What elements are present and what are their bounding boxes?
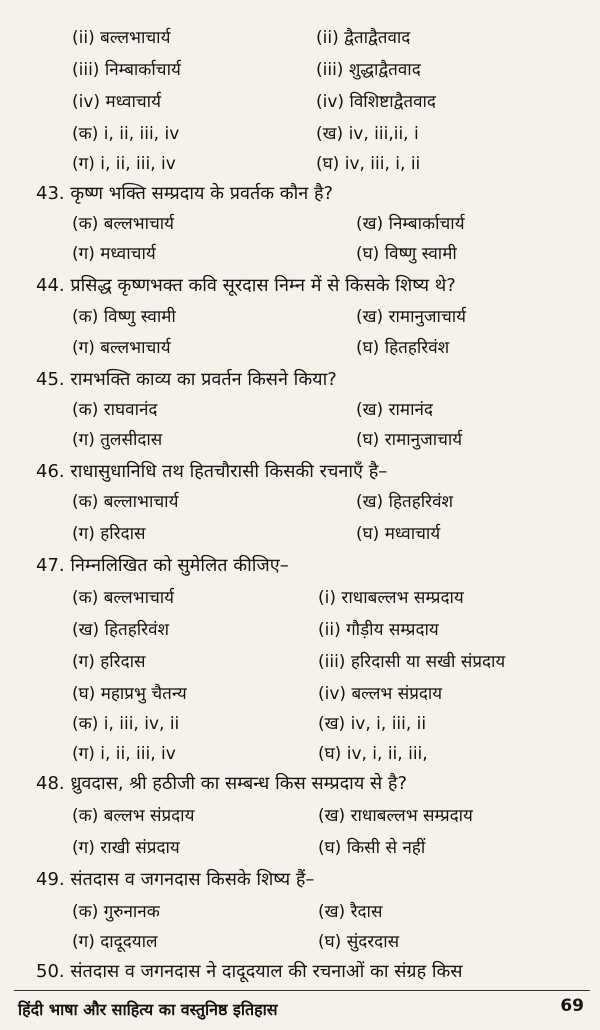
top-left-iii: (iii) निम्बार्काचार्य: [72, 60, 181, 80]
top-left-iv: (iv) मध्वाचार्य: [72, 92, 161, 112]
q43-option-ka: (क) बल्लभाचार्य: [72, 214, 175, 234]
q43-option-ga: (ग) मध्वाचार्य: [72, 244, 156, 264]
q47-option-kha: (ख) iv, i, iii, ii: [318, 714, 427, 734]
top-right-iv: (iv) विशिष्टाद्वैतवाद: [316, 92, 436, 112]
q44-option-ga: (ग) बल्लभाचार्य: [72, 338, 171, 358]
footer-book-title: हिंदी भाषा और साहित्य का वस्तुनिष्ठ इतिहास: [18, 1000, 278, 1019]
q47-right-iv: (iv) बल्लभ संप्रदाय: [318, 684, 443, 704]
question-50: 50. संतदास व जगनदास ने दादूदयाल की रचनाओं का संग्रह किस: [36, 961, 463, 982]
q45-option-ka: (क) राघवानंद: [72, 400, 158, 420]
top-left-ii: (ii) बल्लभाचार्य: [72, 28, 171, 48]
q46-option-ka: (क) बल्लाभाचार्य: [72, 492, 179, 512]
q48-option-ka: (क) बल्लभ संप्रदाय: [72, 806, 195, 826]
q43-option-gha: (घ) विष्णु स्वामी: [356, 244, 457, 264]
q46-option-gha: (घ) मध्वाचार्य: [356, 524, 441, 544]
top-option-ga: (ग) i, ii, iii, iv: [72, 154, 176, 174]
q44-option-ka: (क) विष्णु स्वामी: [72, 307, 176, 327]
question-49: 49. संतदास व जगनदास किसके शिष्य हैं–: [36, 869, 315, 890]
q48-option-ga: (ग) राखी संप्रदाय: [72, 838, 180, 858]
q47-left-kha: (ख) हितहरिवंश: [72, 620, 170, 640]
q47-right-i: (i) राधाबल्लभ सम्प्रदाय: [318, 588, 464, 608]
question-45: 45. रामभक्ति काव्य का प्रवर्तन किसने किया?: [36, 369, 337, 390]
question-48: 48. ध्रुवदास, श्री हठीजी का सम्बन्ध किस सम्प्रदाय से है?: [36, 773, 407, 794]
q44-option-gha: (घ) हितहरिवंश: [356, 338, 450, 358]
q46-option-ga: (ग) हरिदास: [72, 524, 146, 544]
q44-option-kha: (ख) रामानुजाचार्य: [356, 307, 467, 327]
q43-option-kha: (ख) निम्बार्काचार्य: [356, 214, 465, 234]
footer-divider: [14, 990, 590, 991]
q45-option-kha: (ख) रामानंद: [356, 400, 433, 420]
q47-option-gha: (घ) iv, i, ii, iii,: [318, 744, 428, 764]
q48-option-kha: (ख) राधाबल्लभ सम्प्रदाय: [318, 806, 473, 826]
q45-option-gha: (घ) रामानुजाचार्य: [356, 430, 463, 450]
q48-option-gha: (घ) किसी से नहीं: [318, 838, 426, 858]
q47-left-gha: (घ) महाप्रभु चैतन्य: [72, 684, 187, 704]
question-46: 46. राधासुधानिधि तथ हितचौरासी किसकी रचनाएँ है–: [36, 461, 388, 482]
q49-option-ka: (क) गुरुनानक: [72, 902, 160, 922]
question-47: 47. निम्नलिखित को सुमेलित कीजिए–: [36, 555, 289, 576]
top-option-gha: (घ) iv, iii, i, ii: [316, 154, 421, 174]
q49-option-kha: (ख) रैदास: [318, 902, 383, 922]
q47-right-iii: (iii) हरिदासी या सखी संप्रदाय: [318, 652, 506, 672]
q49-option-ga: (ग) दादूदयाल: [72, 932, 158, 952]
q47-left-ka: (क) बल्लभाचार्य: [72, 588, 175, 608]
top-option-kha: (ख) iv, iii,ii, i: [316, 124, 419, 144]
question-43: 43. कृष्ण भक्ति सम्प्रदाय के प्रवर्तक कौन है?: [36, 183, 334, 204]
page-number: 69: [560, 996, 584, 1016]
q46-option-kha: (ख) हितहरिवंश: [356, 492, 454, 512]
q47-left-ga: (ग) हरिदास: [72, 652, 146, 672]
top-option-ka: (क) i, ii, iii, iv: [72, 124, 180, 144]
q49-option-gha: (घ) सुंदरदास: [318, 932, 400, 952]
top-right-iii: (iii) शुद्धाद्वैतवाद: [316, 60, 421, 80]
question-44: 44. प्रसिद्ध कृष्णभक्त कवि सूरदास निम्न में से किसके शिष्य थे?: [36, 275, 456, 296]
q47-option-ka: (क) i, iii, iv, ii: [72, 714, 180, 734]
q47-right-ii: (ii) गौड़ीय सम्प्रदाय: [318, 620, 439, 640]
q47-option-ga: (ग) i, ii, iii, iv: [72, 744, 176, 764]
q45-option-ga: (ग) तुलसीदास: [72, 430, 163, 450]
top-right-ii: (ii) द्वैताद्वैतवाद: [316, 28, 411, 48]
